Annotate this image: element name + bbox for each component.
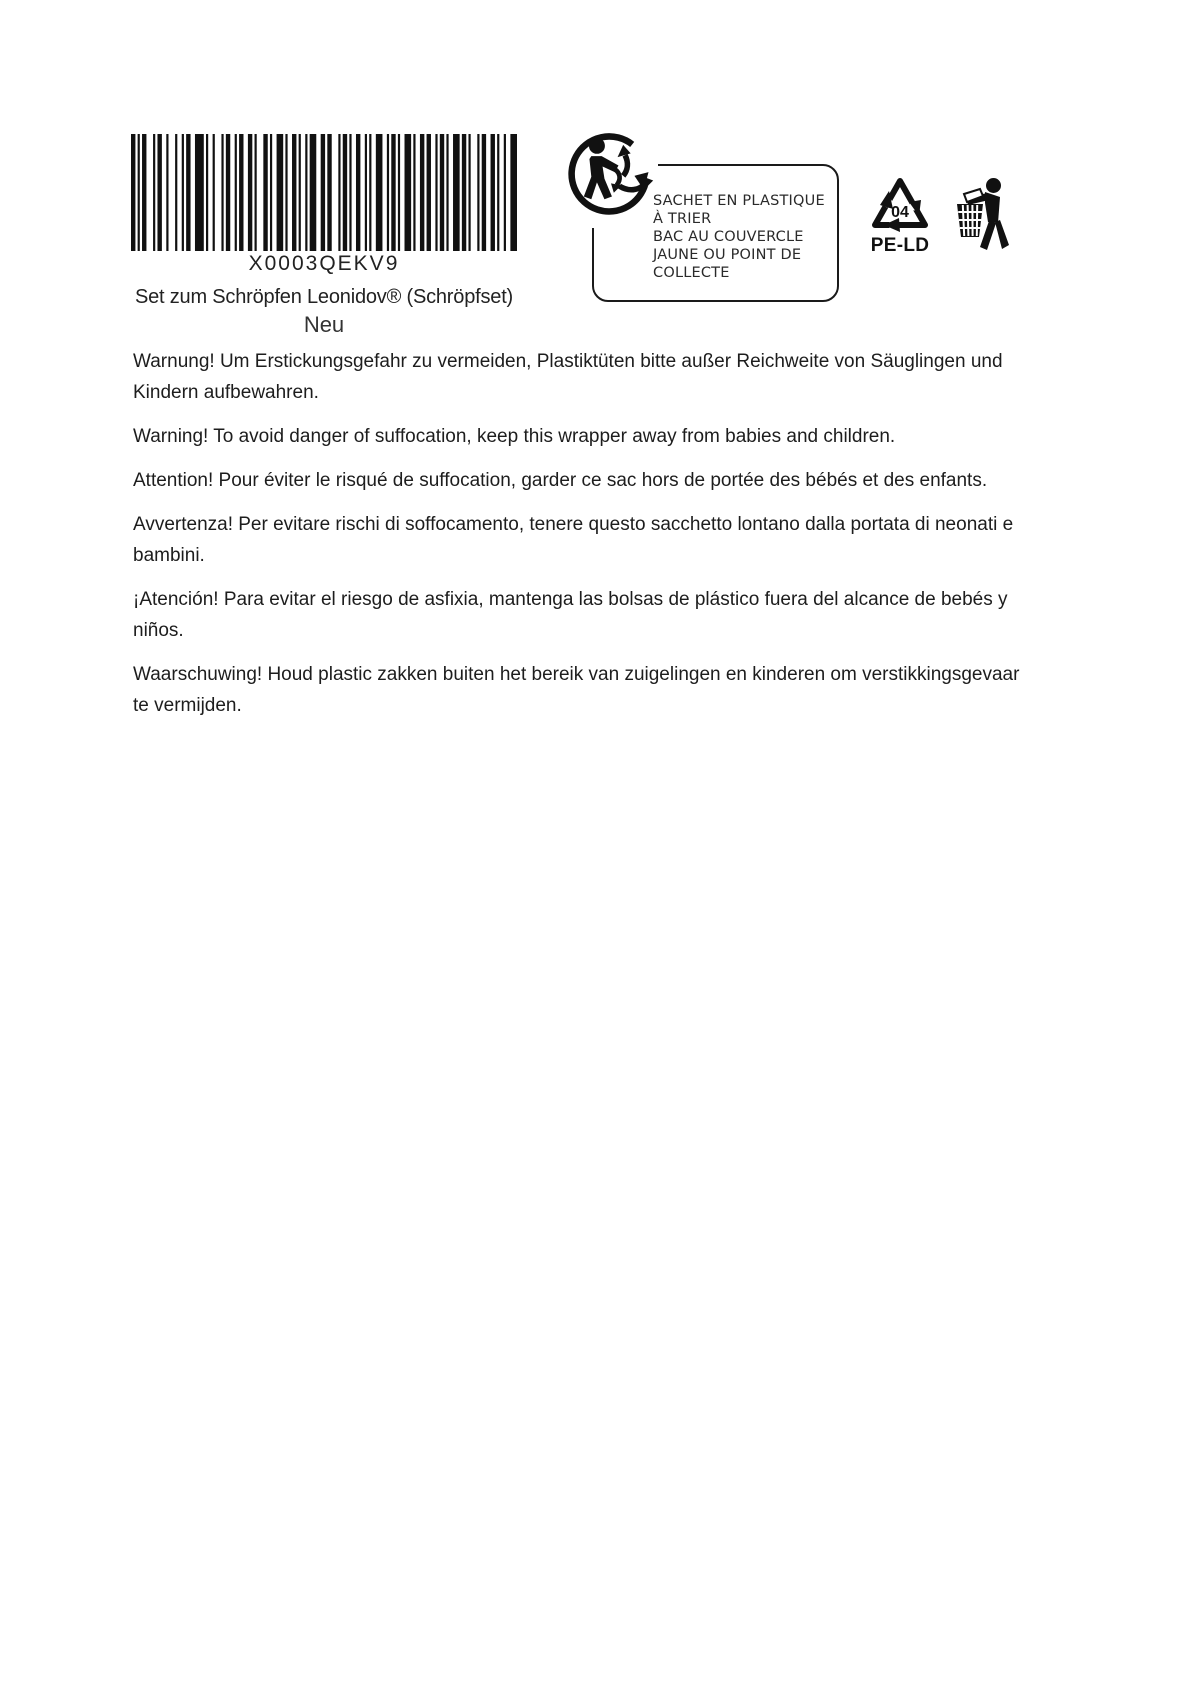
sorting-instruction-line: SACHET EN PLASTIQUE [653, 193, 825, 209]
sorting-instruction-line: JAUNE OU POINT DE [653, 247, 802, 263]
barcode-block [131, 134, 517, 337]
warning-paragraph-es: ¡Atención! Para evitar el riesgo de asfixia, mantenga las bolsas de plástico fuera del alcance de bebés y niños. [133, 589, 1008, 641]
tidy-man-icon [952, 176, 1012, 256]
warning-paragraph-it: Avvertenza! Per evitare rischi di soffocamento, tenere questo sacchetto lontano dalla portata di neonati e bambini. [133, 514, 1014, 566]
barcode-value: X0003QEKV9 [248, 252, 400, 275]
triman-recycling-icon [566, 127, 656, 219]
sorting-instruction-line: COLLECTE [653, 265, 730, 281]
warning-paragraph-nl: Waarschuwing! Houd plastic zakken buiten het bereik van zuigelingen en kinderen om verstikkingsgevaar te vermijden. [133, 664, 1020, 716]
product-condition: Neu [303, 312, 345, 337]
product-name: Set zum Schröpfen Leonidov® (Schröpfset) [134, 286, 514, 308]
recycling-triangle-icon [869, 176, 931, 234]
warning-paragraph-de: Warnung! Um Erstickungsgefahr zu vermeiden, Plastiktüten bitte außer Reichweite von Säuglingen und Kindern aufbewahren. [133, 351, 1003, 403]
warning-paragraph-en: Warning! To avoid danger of suffocation, keep this wrapper away from babies and children. [133, 426, 896, 447]
warning-paragraph-fr: Attention! Pour éviter le risqué de suffocation, garder ce sac hors de portée des bébés et des enfants. [133, 470, 988, 491]
sorting-instruction-text [653, 192, 843, 282]
barcode-image [131, 134, 517, 251]
warning-text-block [133, 346, 1035, 734]
sorting-instruction-line: BAC AU COUVERCLE [653, 229, 804, 245]
resin-code-number: 04 [891, 204, 909, 221]
sorting-instruction-line: À TRIER [653, 211, 712, 227]
resin-code-block [866, 176, 934, 257]
resin-material-label: PE-LD [870, 235, 930, 256]
